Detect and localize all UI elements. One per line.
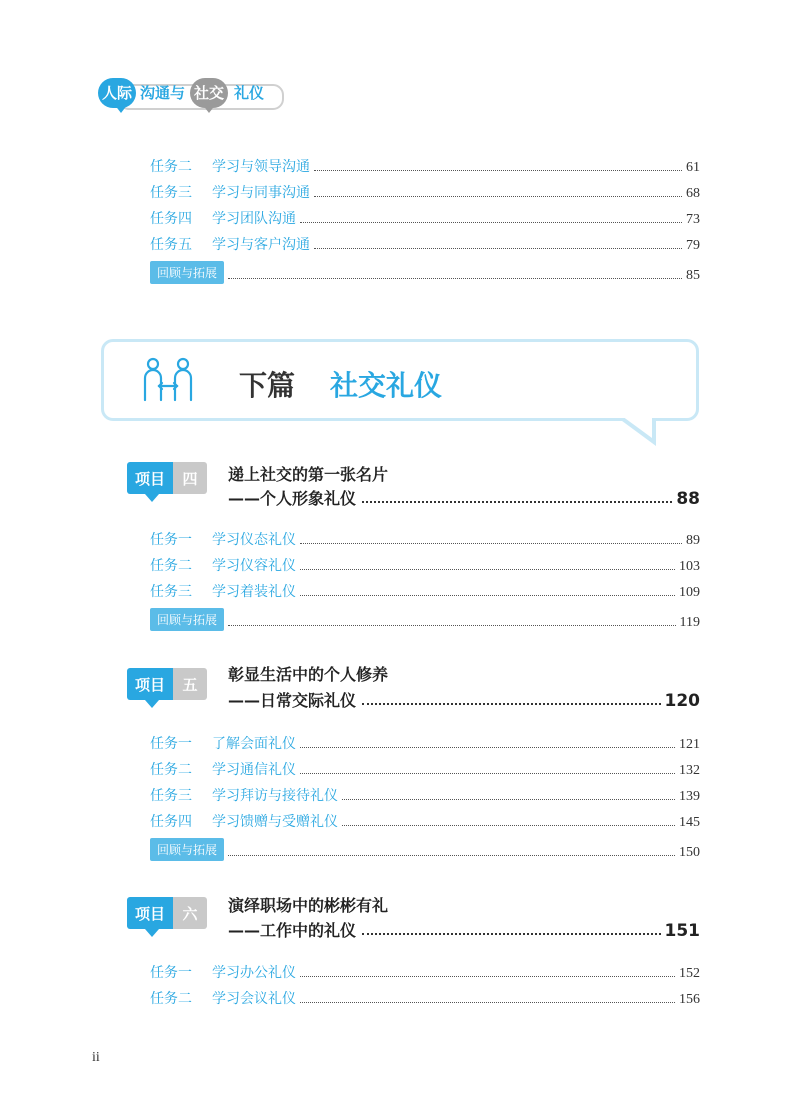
project-title: 演绎职场中的彬彬有礼 [228,896,389,915]
project-subtitle-entry[interactable]: ——个人形象礼仪 88 [228,489,700,509]
toc-review-entry[interactable]: 回顾与拓展 119 [150,609,700,631]
logo-text-1: 人际 [102,84,133,102]
toc-entry[interactable]: 任务二 学习与领导沟通 61 [150,159,700,175]
toc-entry[interactable]: 任务一 学习办公礼仪 152 [150,965,700,981]
page-number: ii [92,1050,100,1065]
toc-entry[interactable]: 任务一 学习仪态礼仪 89 [150,532,700,548]
review-badge: 回顾与拓展 [150,608,224,631]
toc-review-entry[interactable]: 回顾与拓展 150 [150,839,700,861]
project-title: 递上社交的第一张名片 [228,465,389,484]
toc-entry[interactable]: 任务二 学习通信礼仪 132 [150,762,700,778]
toc-entry[interactable]: 任务三 学习与同事沟通 68 [150,185,700,201]
project-badge: 项目 四 [127,462,207,494]
toc-entry[interactable]: 任务三 学习拜访与接待礼仪 139 [150,788,700,804]
review-badge: 回顾与拓展 [150,838,224,861]
logo-text-4: 礼仪 [234,84,265,102]
toc-entry[interactable]: 任务一 了解会面礼仪 121 [150,736,700,752]
toc-entry[interactable]: 任务四 学习团队沟通 73 [150,211,700,227]
project-title: 彰显生活中的个人修养 [228,665,389,684]
logo-text-3: 社交 [194,84,225,102]
toc-entry[interactable]: 任务五 学习与客户沟通 79 [150,237,700,253]
review-badge: 回顾与拓展 [150,261,224,284]
toc-entry[interactable]: 任务二 学习会议礼仪 156 [150,991,700,1007]
people-communication-icon [142,356,194,406]
project-subtitle-entry[interactable]: ——工作中的礼仪 151 [228,921,700,941]
toc-entry[interactable]: 任务二 学习仪容礼仪 103 [150,558,700,574]
project-subtitle-entry[interactable]: ——日常交际礼仪 120 [228,691,700,711]
banner-title-left: 下篇 [239,369,296,402]
toc-entry[interactable]: 任务四 学习馈赠与受赠礼仪 145 [150,814,700,830]
toc-review-entry[interactable]: 回顾与拓展 85 [150,262,700,284]
toc-entry[interactable]: 任务三 学习着装礼仪 109 [150,584,700,600]
logo-text-2: 沟通与 [140,84,186,102]
banner-title-right: 社交礼仪 [330,369,443,402]
book-logo [98,74,288,118]
project-badge: 项目 五 [127,668,207,700]
project-badge: 项目 六 [127,897,207,929]
part-banner [101,339,699,421]
